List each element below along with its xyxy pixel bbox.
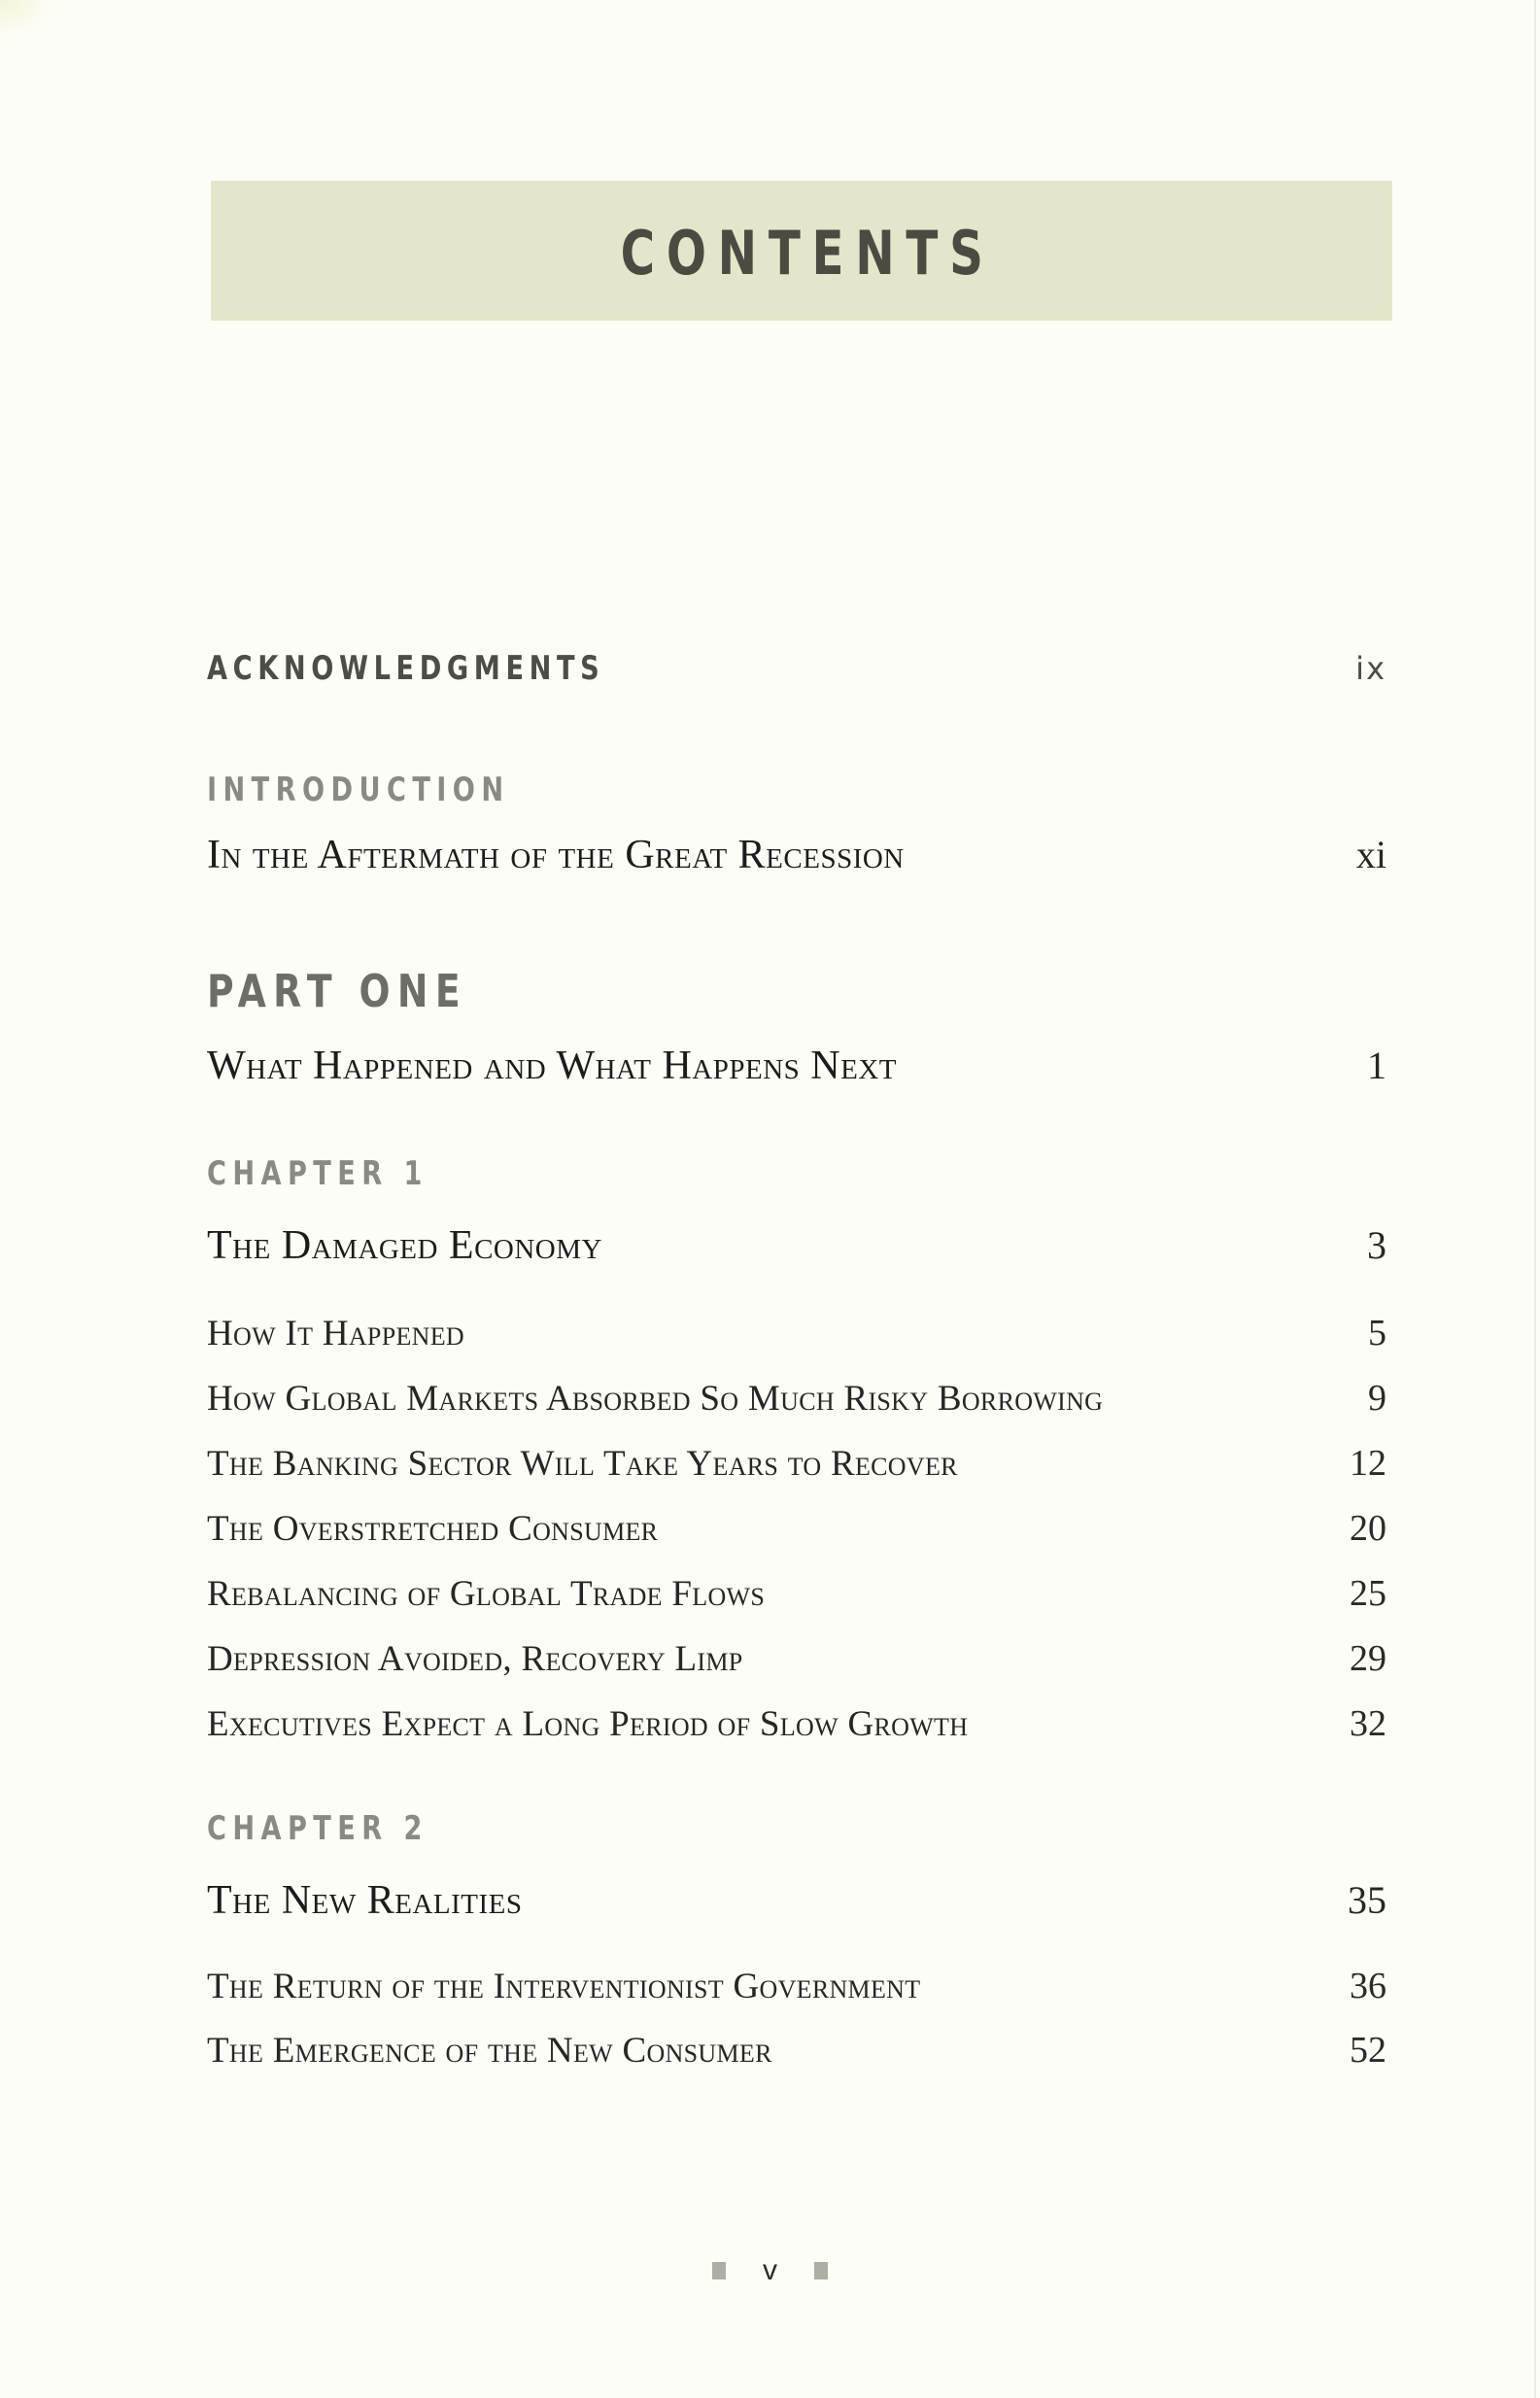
toc-section-page: 25 <box>1350 1573 1386 1614</box>
toc-section-title: The Emergence of the New Consumer <box>207 2031 772 2071</box>
toc-section-entry[interactable] <box>207 1442 1386 1485</box>
toc-section-page: 36 <box>1350 1966 1386 2006</box>
square-ornament-icon <box>814 2262 828 2279</box>
page-edge <box>1534 0 1536 2398</box>
toc-section-entry[interactable] <box>207 1377 1386 1420</box>
toc-entry-page: 1 <box>1367 1044 1386 1087</box>
scan-corner-tint <box>0 0 58 39</box>
toc-entry-title: What Happened and What Happens Next <box>207 1044 897 1088</box>
part-one-label: PART ONE <box>207 965 468 1017</box>
toc-section-entry[interactable] <box>207 1572 1386 1615</box>
toc-section-page: 9 <box>1368 1378 1386 1419</box>
toc-section-title: The Overstretched Consumer <box>207 1509 659 1549</box>
toc-section-title: Rebalancing of Global Trade Flows <box>207 1574 766 1614</box>
toc-section-entry[interactable] <box>207 1637 1386 1680</box>
toc-section-title: How It Happened <box>207 1314 464 1353</box>
toc-entry-chapter-2[interactable] <box>207 1877 1386 1924</box>
toc-entry-introduction[interactable] <box>207 832 1386 878</box>
toc-entry-page: 3 <box>1367 1223 1386 1267</box>
toc-section-page: 52 <box>1350 2030 1386 2071</box>
chapter-1-label: CHAPTER 1 <box>207 1154 428 1193</box>
contents-banner <box>211 181 1392 321</box>
toc-entry-page: ix <box>1355 650 1386 687</box>
toc-entry-page: xi <box>1355 833 1386 876</box>
toc-section-title: The Return of the Interventionist Government <box>207 1967 921 2006</box>
toc-section-entry[interactable] <box>207 1702 1386 1745</box>
toc-entry-page: 35 <box>1348 1878 1386 1922</box>
toc-entry-part-one[interactable] <box>207 1043 1386 1089</box>
page-folio <box>0 2254 1540 2287</box>
toc-section-title: Depression Avoided, Recovery Limp <box>207 1639 743 1679</box>
toc-section-page: 20 <box>1350 1508 1386 1549</box>
page-title: CONTENTS <box>620 217 995 289</box>
square-ornament-icon <box>712 2262 726 2279</box>
toc-entry-title: The Damaged Economy <box>207 1223 602 1268</box>
toc-section-entry[interactable] <box>207 1507 1386 1550</box>
toc-section-page: 5 <box>1368 1313 1386 1353</box>
toc-entry-acknowledgments[interactable] <box>207 649 1386 688</box>
toc-section-page: 32 <box>1350 1703 1386 1744</box>
toc-section-entry[interactable] <box>207 1965 1386 2007</box>
toc-section-page: 29 <box>1350 1638 1386 1679</box>
toc-section-entry[interactable] <box>207 2029 1386 2072</box>
toc-section-page: 12 <box>1350 1443 1386 1484</box>
toc-entry-chapter-1[interactable] <box>207 1222 1386 1269</box>
chapter-2-label: CHAPTER 2 <box>207 1809 428 1848</box>
toc-section-title: How Global Markets Absorbed So Much Risky Borrowing <box>207 1379 1104 1419</box>
toc-entry-title: The New Realities <box>207 1878 523 1923</box>
page-number: v <box>763 2254 777 2286</box>
toc-entry-title: In the Aftermath of the Great Recession <box>207 833 905 877</box>
toc-entry-title: ACKNOWLEDGMENTS <box>207 649 605 688</box>
toc-section-title: The Banking Sector Will Take Years to Recover <box>207 1444 958 1484</box>
toc-section-title: Executives Expect a Long Period of Slow Growth <box>207 1704 969 1744</box>
toc-section-entry[interactable] <box>207 1312 1386 1354</box>
introduction-label: INTRODUCTION <box>207 771 510 809</box>
